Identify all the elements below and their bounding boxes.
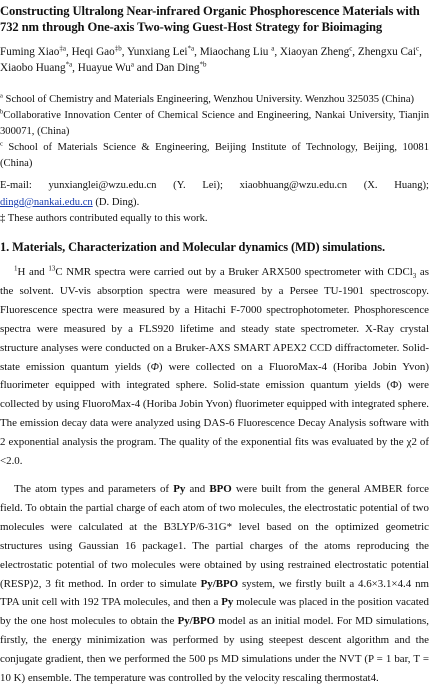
- author-affil-mark: *a: [187, 44, 195, 53]
- author-name: Zhengxu Cai: [357, 46, 416, 58]
- author-name: Xiaobo Huang: [0, 62, 66, 74]
- nmr-isotope-1: 1: [14, 264, 18, 273]
- paragraph-text: system, we firstly built a 4.6×3.1×4.4 nm TPA unit cell with 192 TPA molecules, and then a: [0, 577, 429, 609]
- paragraph-text: and: [185, 483, 210, 495]
- title-line-2: 732 nm through One-axis Two-wing Guest-Host Strategy for Bioimaging: [0, 20, 383, 34]
- author-line-1: Fuming Xiao$^{\ddagger a}$, Heqi Gao$^{\ddagger b}$, Yunxiang Lei$^{*a}$, Miaochang Liu $^a$, Xiaoyan Zheng$^c$, Zhengxu Cai$^c$,: [0, 44, 422, 58]
- author-name: Heqi Gao: [71, 46, 115, 58]
- author-name: Xiaoyan Zheng: [279, 46, 350, 58]
- paper-title: [0, 3, 429, 35]
- contact-block: [0, 178, 429, 228]
- author-affil-mark: c: [349, 44, 353, 53]
- author-name: Fuming Xiao: [0, 46, 60, 58]
- author-list: [0, 44, 429, 76]
- affiliation-text: School of Materials Science & Engineering, Beijing Institute of Technology, Beijing, 10081 (China): [0, 142, 429, 169]
- author-affil-mark: *a: [65, 60, 73, 69]
- paragraph-text: C NMR spectra were carried out by a Bruker ARX500 spectrometer with CDCl: [55, 266, 413, 278]
- author-affil-mark: *b: [199, 60, 207, 69]
- affiliation-c: [0, 140, 429, 172]
- affiliation-tag: c: [0, 140, 3, 148]
- affiliation-tag: a: [0, 92, 3, 100]
- author-name: Dan Ding: [155, 62, 200, 74]
- author-affil-mark: ‡b: [114, 44, 122, 53]
- author-and: and: [136, 62, 153, 74]
- affiliation-text: School of Chemistry and Materials Engineering, Wenzhou University. Wenzhou 325035 (China): [5, 94, 415, 105]
- paragraph-text: model as an initial model. For MD simulations, firstly, the energy minimization was performed by using steepest descent algorithm and the conjugate gradient, then we performed the 500 ps MD simulations under the NVT (P = 1 bar, T = 10 K) ensemble. The temperature was controlled by the velocity rescaling thermostat4.: [0, 615, 429, 685]
- affiliation-b: [0, 108, 429, 140]
- email-huang: xiaobhuang@wzu.edu.cn: [239, 180, 348, 191]
- compound-bpo: BPO: [209, 483, 232, 495]
- email-lei: yunxianglei@wzu.edu.cn: [48, 180, 157, 191]
- author-name: Miaochang Liu: [199, 46, 269, 58]
- email-ding-name: (D. Ding).: [95, 196, 140, 208]
- author-name: Huayue Wu: [77, 62, 131, 74]
- compound-py: Py: [173, 483, 186, 495]
- author-affil-mark: c: [416, 44, 420, 53]
- phi-symbol: Φ: [150, 360, 159, 373]
- email-label: E-mail:: [0, 180, 32, 191]
- affiliation-tag: b: [0, 108, 4, 116]
- section-heading: 1. Materials, Characterization and Molecular dynamics (MD) simulations.: [0, 240, 385, 254]
- paragraph-md-simulation: [0, 480, 429, 688]
- chloroform-subscript: 3: [412, 272, 417, 281]
- compound-py: Py: [221, 596, 234, 609]
- email-huang-name: (X. Huang);: [363, 180, 429, 191]
- affiliation-list: [0, 92, 429, 172]
- email-ding-link[interactable]: dingd@nankai.edu.cn: [0, 196, 93, 208]
- equal-contribution-note: ‡ These authors contributed equally to this work.: [0, 213, 208, 224]
- title-line-1: Constructing Ultralong Near-infrared Organic Phosphorescence Materials with: [0, 4, 420, 18]
- paragraph-text: as the solvent. UV-vis absorption spectra were measured by a Persee TU-1901 spectroscopy. Fluorescence spectra were measured by a Hitachi F-7000 spectrophotometer. Phosphorescence spectra were measured by a FLS920 lifetime and steady state spectrometer. X-Ray crystal structure analyses were conducted on a Bruker-AXS SMART APEX2 CCD diffractometer. Solid-state emission quantum yields (: [0, 266, 429, 373]
- compound-py-bpo: Py/BPO: [177, 615, 216, 628]
- affiliation-text: Collaborative Innovation Center of Chemical Science and Engineering, Nankai University, Tianjin 300071, (China): [0, 110, 429, 137]
- paragraph-text: were built from the general AMBER force field. To obtain the partial charge of each atom of two molecules, the electrostatic potential of two molecules were calculated at the B3LYP/6-31G* level based on the optimized geometric structures using Gaussian 16 package1. The partial charges of the atoms reproducing the electrostatic potential of two molecules were obtained by using restrained electrostatic potential (RESP)2, 3 fit method. In order to simulate: [0, 483, 429, 590]
- paragraph-text: molecule was placed in the position vacated by the one host molecules to obtain the: [0, 596, 429, 628]
- email-row: [0, 178, 429, 211]
- author-affil-mark: ‡a: [59, 44, 66, 53]
- email-lei-name: (Y. Lei);: [173, 180, 223, 191]
- compound-py-bpo: Py/BPO: [200, 577, 239, 590]
- affiliation-a: [0, 92, 429, 108]
- paragraph-instruments: [0, 263, 429, 471]
- paragraph-text: The atom types and parameters of: [14, 483, 174, 495]
- author-line-2: Xiaobo Huang$^{*a}$, Huayue Wu$^a$ and Dan Ding$^{*b}$: [0, 60, 207, 74]
- author-affil-mark: a: [271, 44, 275, 53]
- nmr-isotope-13: 13: [48, 264, 56, 273]
- author-name: Yunxiang Lei: [126, 46, 188, 58]
- paragraph-text: ) were collected on a FluoroMax-4 (Horiba Jobin Yvon) fluorimeter equipped with integrated sphere. Solid-state emission quantum yields (Φ) were collected by using FluoroMax-4 (Horiba Jobin Yvon) fluorimeter equipped with integrated sphere. The emission decay data were analyzed using DAS-6 Fluorescence Decay Analysis software with 2 exponential analysis the program. The quality of the exponential fits was evaluated by the χ2 of <2.0.: [0, 360, 429, 468]
- paragraph-text: H and: [17, 266, 49, 278]
- author-affil-mark: a: [130, 60, 134, 69]
